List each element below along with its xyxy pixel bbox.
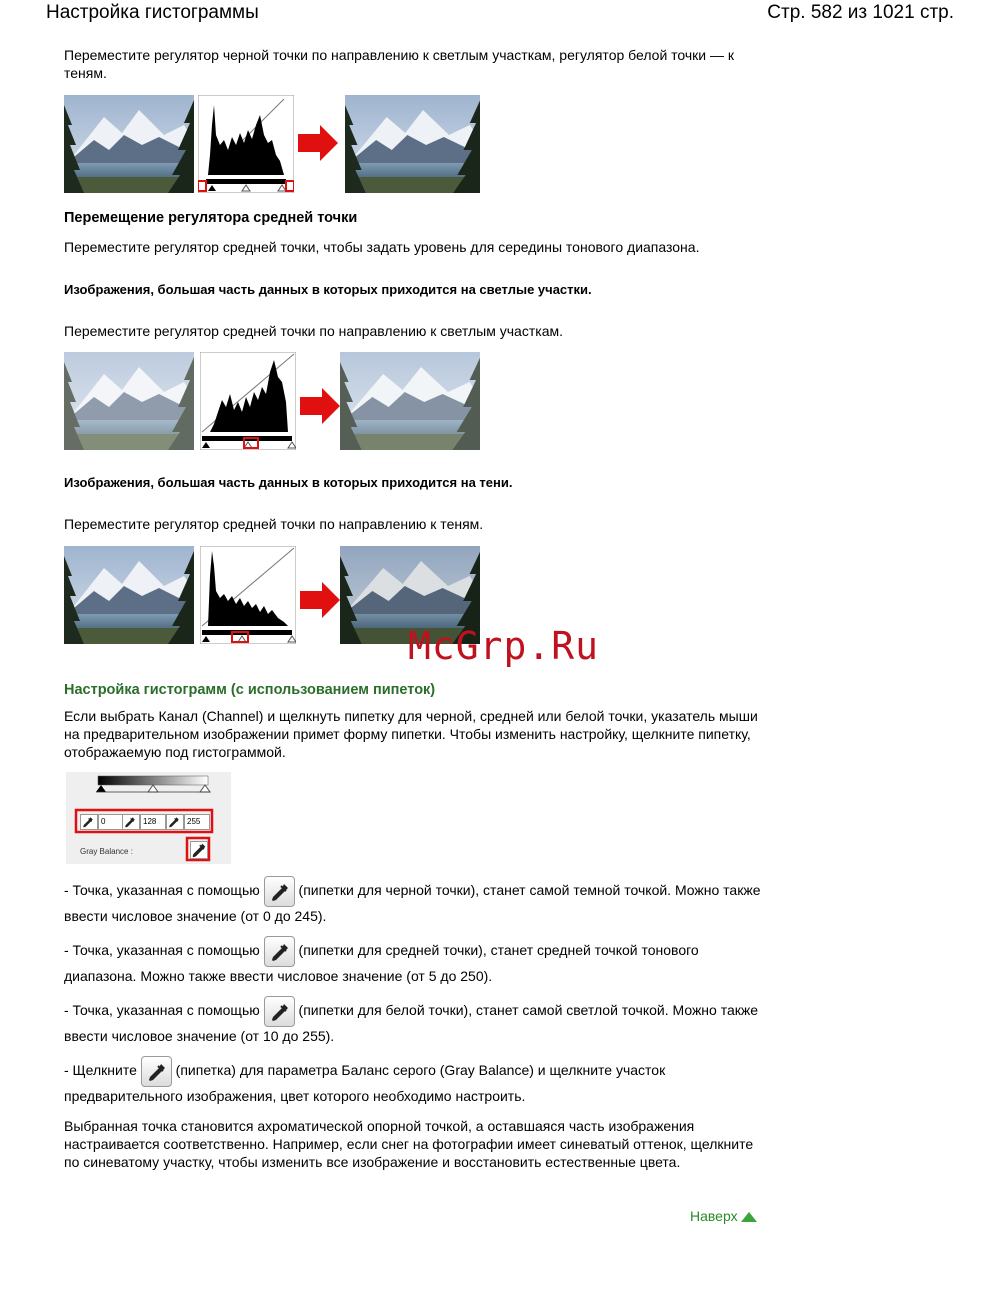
histogram	[200, 352, 296, 450]
black-point-eyedropper-icon	[264, 876, 295, 907]
eyedropper-icon	[81, 816, 95, 828]
photo-after	[340, 352, 480, 450]
midpoint-heading: Перемещение регулятора средней точки	[64, 210, 358, 226]
case-dark-heading: Изображения, большая часть данных в которых приходится на тени.	[64, 475, 513, 490]
figure-black-white-point	[64, 95, 480, 193]
eyedropper-icon	[147, 1062, 167, 1082]
gray-balance-eyedropper-button[interactable]	[190, 841, 208, 859]
mid-point-eyedropper-icon	[264, 936, 295, 967]
eyedropper-icon	[270, 942, 290, 962]
mid-point-eyedropper-button[interactable]	[122, 814, 140, 830]
eyedropper-icon	[123, 816, 137, 828]
arrow-right-icon	[300, 388, 340, 424]
case-light-text: Переместите регулятор средней точки по направлению к светлым участкам.	[64, 323, 563, 339]
bullet-gray-balance	[64, 1056, 764, 1105]
eyedropper-text: Если выбрать Канал (Channel) и щелкнуть пипетку для черной, средней или белой точки, указатель мыши на предварительном изображении примет форму пипетки. Чтобы изменить настройку, щелкните пипетку, отображаемую под гистограммой.	[64, 708, 758, 760]
bullet-text-before: - Щелкните	[64, 1062, 137, 1079]
photo-after	[345, 95, 480, 193]
final-text: Выбранная точка становится ахроматической опорной точкой, а оставшаяся часть изображения настраивается соответственно. Например, если снег на фотографии имеет синеватый оттенок, щелкните по синеватому участку, чтобы изменить все изображение и восстановить естественные цвета.	[64, 1118, 754, 1170]
white-point-eyedropper-button[interactable]	[166, 814, 184, 830]
histogram	[198, 95, 294, 193]
black-point-value[interactable]: 0	[98, 814, 124, 830]
white-point-eyedropper-icon	[264, 996, 295, 1027]
photo-before	[64, 352, 194, 450]
case-dark-text: Переместите регулятор средней точки по направлению к теням.	[64, 516, 484, 532]
figure-midpoint-light	[64, 352, 480, 450]
eyedropper-icon	[167, 816, 181, 828]
bullet-black-point	[64, 876, 764, 925]
bullet-text-before: - Точка, указанная с помощью	[64, 1002, 260, 1019]
histogram	[200, 546, 296, 644]
photo-before	[64, 546, 194, 644]
bullet-text-before: - Точка, указанная с помощью	[64, 882, 260, 899]
eyedropper-icon	[191, 842, 207, 858]
eyedropper-panel	[66, 772, 231, 864]
watermark: McGrp.Ru	[408, 624, 600, 668]
eyedropper-icon	[270, 1002, 290, 1022]
case-light-heading: Изображения, большая часть данных в которых приходится на светлые участки.	[64, 282, 592, 297]
intro-text: Переместите регулятор черной точки по направлению к светлым участкам, регулятор белой точки — к теням.	[64, 47, 735, 81]
bullet-text-after: (пипетки для белой точки), станет самой светлой точкой. Можно также ввести числовое значение (от 10 до 255).	[64, 1002, 759, 1044]
back-to-top-link[interactable]	[690, 1208, 757, 1224]
white-point-value[interactable]: 255	[184, 814, 210, 830]
page-counter: Стр. 582 из 1021 стр.	[767, 2, 954, 23]
eyedropper-icon	[270, 882, 290, 902]
back-to-top-label[interactable]: Наверх	[690, 1208, 738, 1224]
gray-balance-label: Gray Balance :	[80, 847, 133, 856]
midpoint-text: Переместите регулятор средней точки, чтобы задать уровень для середины тонового диапазона.	[64, 239, 700, 255]
triangle-up-icon[interactable]	[741, 1211, 757, 1223]
bullet-text-after: (пипетки для средней точки), станет средней точкой тонового диапазона. Можно также ввести числовое значение (от 5 до 250).	[64, 942, 699, 984]
gray-balance-eyedropper-icon	[141, 1056, 172, 1087]
bullet-text-before: - Точка, указанная с помощью	[64, 942, 260, 959]
bullet-white-point	[64, 996, 764, 1045]
mid-point-value[interactable]: 128	[140, 814, 166, 830]
page-title: Настройка гистограммы	[46, 2, 259, 23]
eyedropper-heading: Настройка гистограмм (с использованием пипеток)	[64, 682, 436, 698]
bullet-mid-point	[64, 936, 764, 985]
black-point-eyedropper-button[interactable]	[80, 814, 98, 830]
arrow-right-icon	[300, 582, 340, 618]
bullet-text-after: (пипетки для черной точки), станет самой темной точкой. Можно также ввести числовое значение (от 0 до 245).	[64, 882, 761, 924]
arrow-right-icon	[298, 125, 338, 161]
bullet-text-after: (пипетка) для параметра Баланс серого (Gray Balance) и щелкните участок предварительного изображения, цвет которого необходимо настроить.	[64, 1062, 666, 1104]
photo-before	[64, 95, 194, 193]
